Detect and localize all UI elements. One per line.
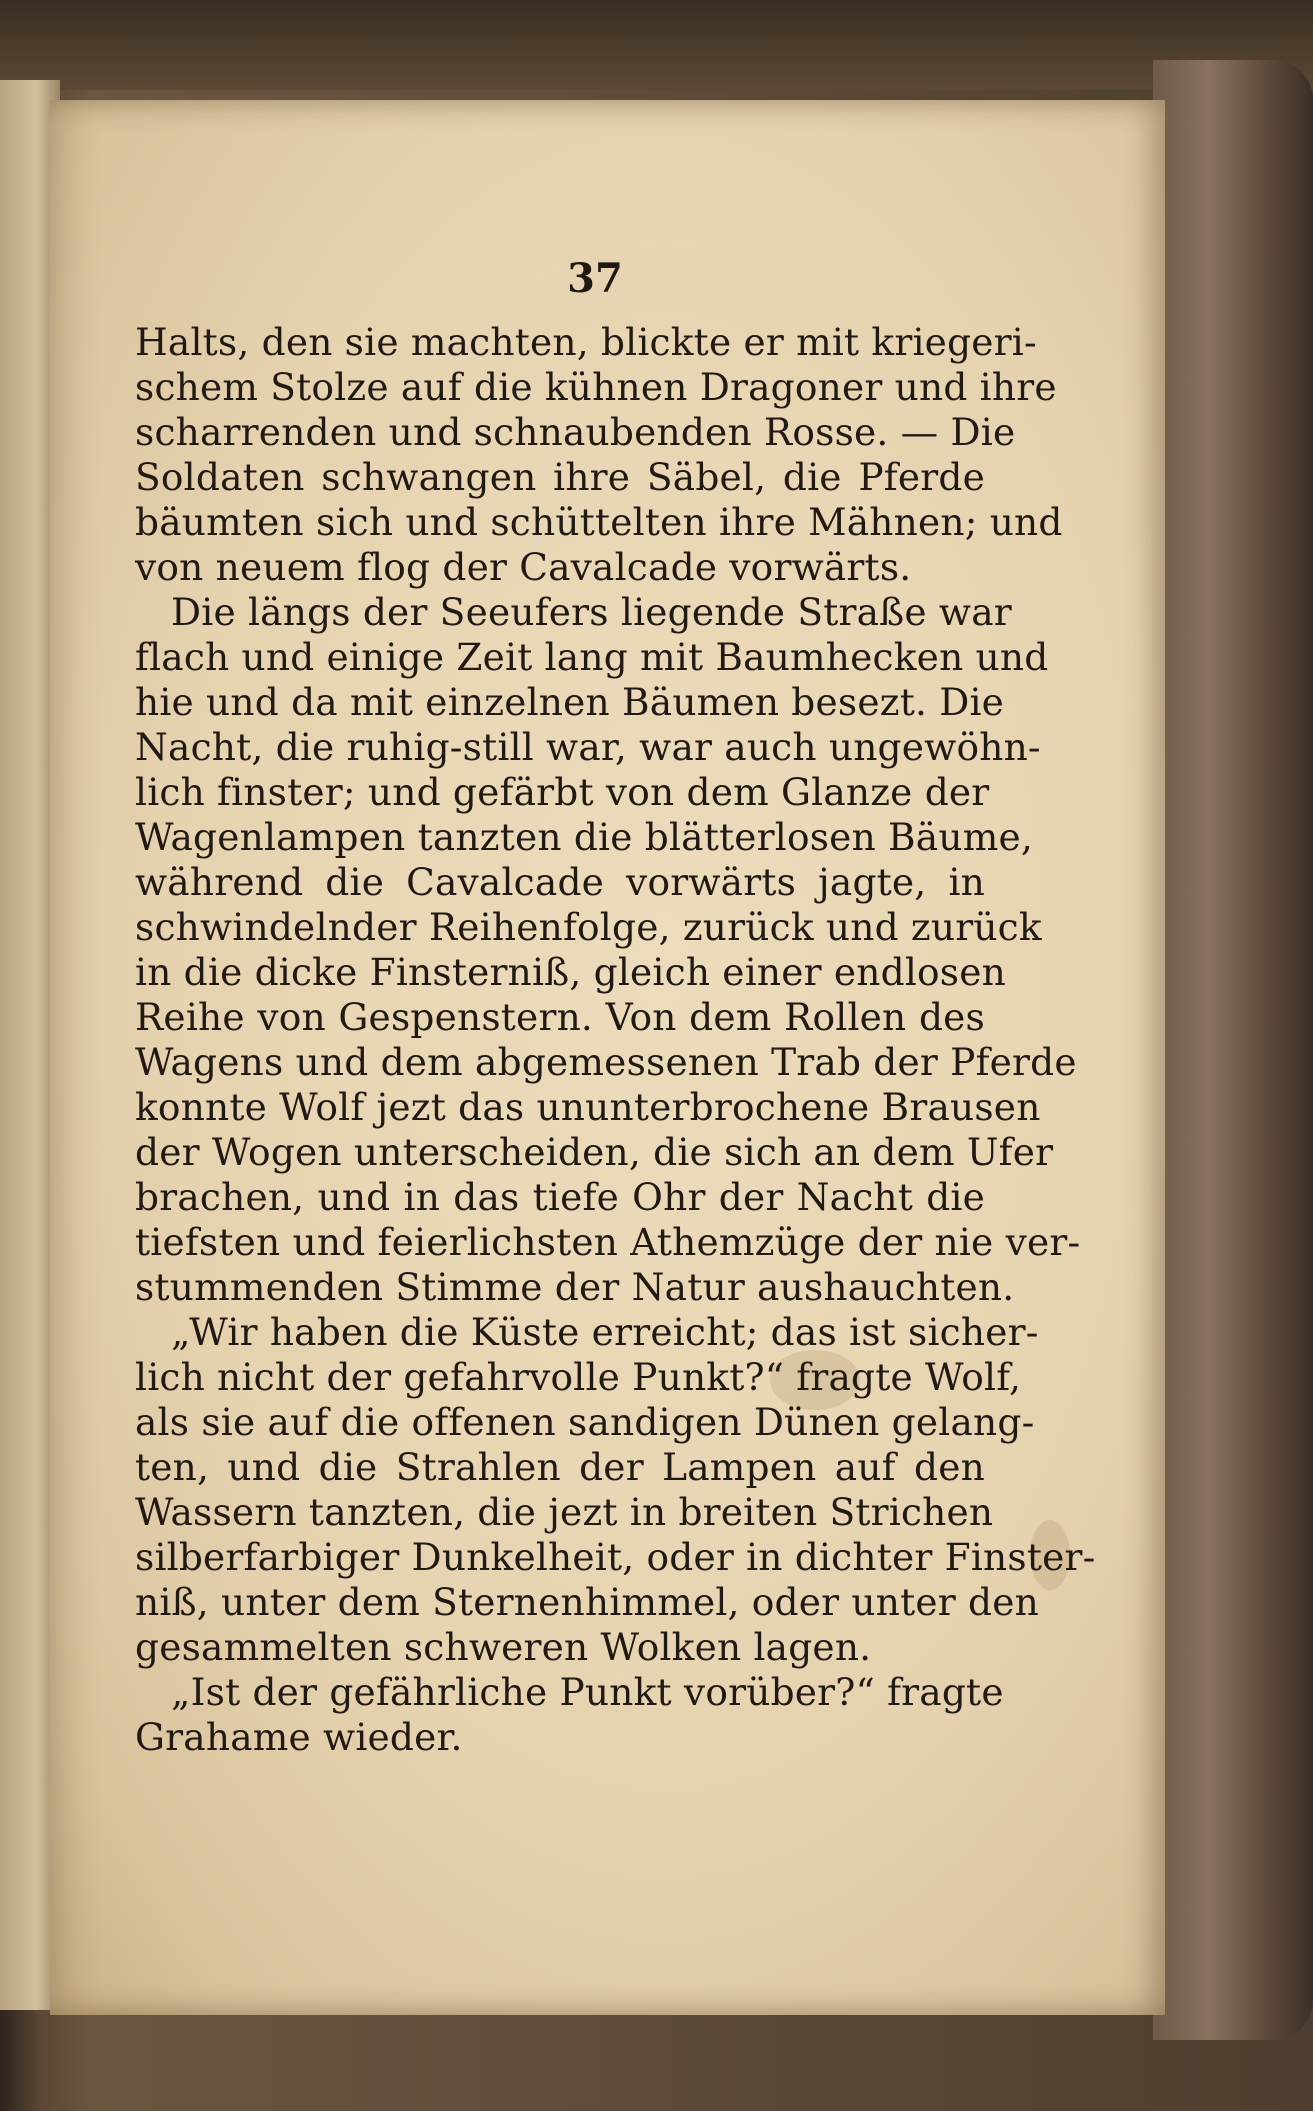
text-line: lich finster; und gefärbt von dem Glanze der xyxy=(135,770,990,814)
text-line: Reihe von Gespenstern. Von dem Rollen des xyxy=(135,995,985,1039)
text-line: schwindelnder Reihenfolge, zurück und zurück xyxy=(135,905,1042,949)
text-line: von neuem flog der Cavalcade vorwärts. xyxy=(135,545,912,589)
text-line: ten, und die Strahlen der Lampen auf den xyxy=(135,1445,985,1489)
text-line: gesammelten schweren Wolken lagen. xyxy=(135,1625,872,1669)
text-line: bäumten sich und schüttelten ihre Mähnen; und xyxy=(135,500,1063,544)
text-line: Nacht, die ruhig-still war, war auch ungewöhn- xyxy=(135,725,1041,769)
text-line: konnte Wolf jezt das ununterbrochene Brausen xyxy=(135,1085,1041,1129)
text-line: flach und einige Zeit lang mit Baumhecken und xyxy=(135,635,1049,679)
text-line: Grahame wieder. xyxy=(135,1715,463,1759)
text-line: Die längs der Seeufers liegende Straße war xyxy=(171,590,1012,634)
text-line: Wagenlampen tanzten die blätterlosen Bäume, xyxy=(135,815,1033,859)
text-line: stummenden Stimme der Natur aushauchten. xyxy=(135,1265,1015,1309)
text-line: Halts, den sie machten, blickte er mit kriegeri- xyxy=(135,320,1037,364)
page-body-text xyxy=(135,320,1096,1760)
text-line: Wassern tanzten, die jezt in breiten Strichen xyxy=(135,1490,994,1534)
page-number: 37 xyxy=(567,255,623,302)
book-cover-spine xyxy=(1153,60,1313,2040)
text-line: „Wir haben die Küste erreicht; das ist sicher- xyxy=(171,1310,1039,1354)
text-line: lich nicht der gefahrvolle Punkt?“ fragte Wolf, xyxy=(135,1355,1022,1399)
text-line: silberfarbiger Dunkelheit, oder in dichter Finster- xyxy=(135,1535,1096,1579)
text-line: der Wogen unterscheiden, die sich an dem Ufer xyxy=(135,1130,1054,1174)
text-line: während die Cavalcade vorwärts jagte, in xyxy=(135,860,985,904)
text-line: scharrenden und schnaubenden Rosse. — Die xyxy=(135,410,1016,454)
text-line: in die dicke Finsterniß, gleich einer endlosen xyxy=(135,950,1006,994)
text-line: Soldaten schwangen ihre Säbel, die Pferde xyxy=(135,455,985,499)
text-line: schem Stolze auf die kühnen Dragoner und ihre xyxy=(135,365,1057,409)
text-line: als sie auf die offenen sandigen Dünen gelang- xyxy=(135,1400,1035,1444)
text-line: brachen, und in das tiefe Ohr der Nacht die xyxy=(135,1175,985,1219)
text-line: tiefsten und feierlichsten Athemzüge der nie ver- xyxy=(135,1220,1081,1264)
text-line: „Ist der gefährliche Punkt vorüber?“ fragte xyxy=(171,1670,1004,1714)
book-cover-top xyxy=(0,0,1313,90)
text-line: Wagens und dem abgemessenen Trab der Pferde xyxy=(135,1040,1077,1084)
text-line: hie und da mit einzelnen Bäumen besezt. Die xyxy=(135,680,1005,724)
text-line: niß, unter dem Sternenhimmel, oder unter den xyxy=(135,1580,1039,1624)
